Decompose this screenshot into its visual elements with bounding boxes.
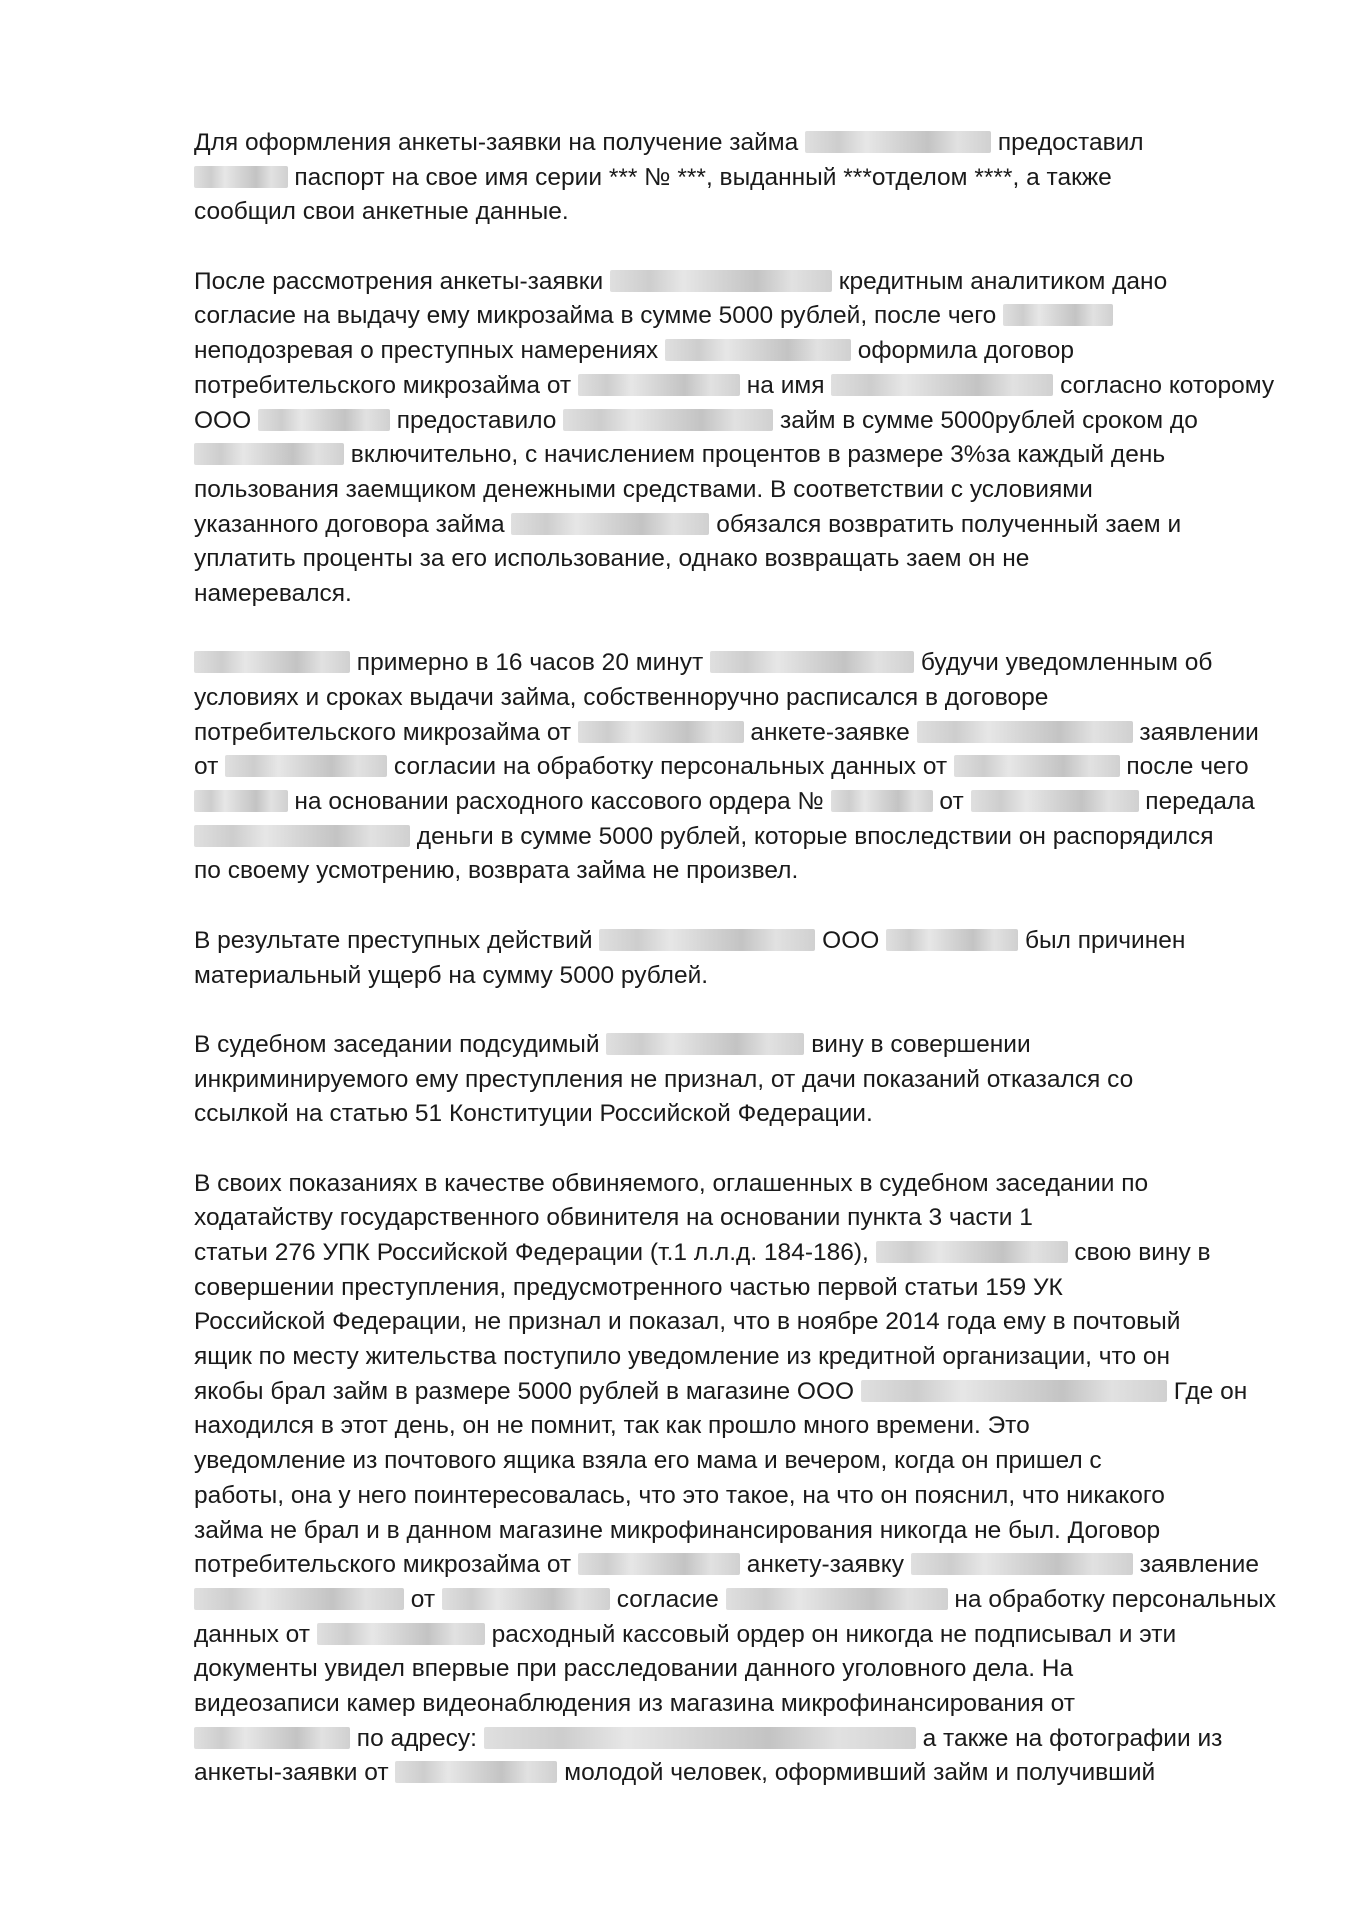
redacted-text xyxy=(511,513,709,535)
redacted-text xyxy=(563,409,773,431)
text-line xyxy=(194,1756,1274,1791)
text-line xyxy=(194,1652,1274,1687)
text-run: заявлении xyxy=(1132,718,1259,746)
text-run: Для оформления анкеты-заявки на получение займа xyxy=(194,129,806,156)
text-line xyxy=(194,1375,1274,1410)
redacted-text xyxy=(911,1553,1133,1575)
text-run: ходатайству государственного обвинителя на основании пункта 3 части 1 xyxy=(194,1204,1033,1232)
redacted-text xyxy=(665,339,851,361)
redacted-text xyxy=(194,1588,404,1610)
text-run: В судебном заседании подсудимый xyxy=(194,1030,607,1058)
redacted-text xyxy=(578,721,744,743)
redacted-text xyxy=(861,1380,1167,1402)
text-line xyxy=(194,1548,1274,1583)
redacted-text xyxy=(225,755,387,777)
text-run: В своих показаниях в качестве обвиняемого, оглашенных в судебном заседании по xyxy=(194,1169,1149,1197)
document-body xyxy=(194,126,1274,1826)
text-line xyxy=(194,195,1274,230)
text-run: анкету-заявку xyxy=(739,1551,911,1579)
text-run: документы увидел впервые при расследовании данного уголовного дела. На xyxy=(194,1655,1074,1683)
paragraph xyxy=(194,1028,1274,1132)
text-run: находился в этот день, он не помнит, так как прошло много времени. Это xyxy=(194,1412,1030,1440)
text-run: передала xyxy=(1138,788,1255,816)
text-line xyxy=(194,126,1274,161)
text-line xyxy=(194,1097,1274,1132)
text-line xyxy=(194,1514,1274,1549)
text-run: молодой человек, оформивший займ и получивший xyxy=(557,1759,1156,1787)
text-line xyxy=(194,924,1274,959)
text-line xyxy=(194,716,1274,751)
text-line xyxy=(194,1444,1274,1479)
text-line xyxy=(194,1479,1274,1514)
text-run: а также на фотографии из xyxy=(915,1724,1223,1752)
text-line xyxy=(194,508,1274,543)
redacted-text xyxy=(886,929,1018,951)
text-run: анкете-заявке xyxy=(743,718,917,746)
redacted-text xyxy=(578,1553,740,1575)
paragraph xyxy=(194,265,1274,612)
text-run: данных от xyxy=(194,1620,317,1648)
text-line xyxy=(194,1271,1274,1306)
text-line xyxy=(194,438,1274,473)
text-run: инкриминируемого ему преступления не признал, от дачи показаний отказался со xyxy=(194,1065,1134,1093)
text-run: на основании расходного кассового ордера № xyxy=(287,788,831,816)
redacted-text xyxy=(917,721,1133,743)
text-run: условиях и сроках выдачи займа, собственноручно расписался в договоре xyxy=(194,684,1049,711)
text-run: материальный ущерб на сумму 5000 рублей. xyxy=(194,961,709,989)
text-run: расходный кассовый ордер он никогда не подписывал и эти xyxy=(484,1620,1177,1648)
text-line xyxy=(194,820,1274,855)
text-line xyxy=(194,1340,1274,1375)
redacted-text xyxy=(194,1727,350,1749)
text-run: сообщил свои анкетные данные. xyxy=(194,198,569,226)
text-line xyxy=(194,1063,1274,1098)
text-run: В результате преступных действий xyxy=(194,926,600,954)
text-run: займ в сумме 5000рублей сроком до xyxy=(773,406,1198,434)
text-line xyxy=(194,1618,1274,1653)
paragraph xyxy=(194,646,1274,889)
text-run: После рассмотрения анкеты-заявки xyxy=(194,267,610,295)
text-run: паспорт на свое имя серии *** № ***, выданный ***отделом ****, а также xyxy=(287,163,1112,191)
paragraph xyxy=(194,1167,1274,1791)
text-run: предоставило xyxy=(389,406,564,434)
redacted-text xyxy=(971,790,1139,812)
text-run: видеозаписи камер видеонаблюдения из магазина микрофинансирования от xyxy=(194,1689,1075,1717)
text-line xyxy=(194,161,1274,196)
text-line xyxy=(194,785,1274,820)
text-line xyxy=(194,265,1274,300)
text-run: от xyxy=(932,788,971,816)
redacted-text xyxy=(805,131,991,153)
text-line xyxy=(194,646,1274,681)
text-run: на имя xyxy=(739,371,832,399)
text-line xyxy=(194,1167,1274,1202)
text-run: анкеты-заявки от xyxy=(194,1759,396,1787)
redacted-text xyxy=(610,270,832,292)
text-run: уплатить проценты за его использование, однако возвращать заем он не xyxy=(194,545,1030,573)
text-run: будучи уведомленным об xyxy=(914,649,1213,677)
redacted-text xyxy=(194,651,350,673)
text-run: согласно которому xyxy=(1053,371,1275,399)
text-run: предоставил xyxy=(991,129,1144,156)
redacted-text xyxy=(876,1241,1068,1263)
text-run: Где он xyxy=(1166,1377,1248,1405)
text-line xyxy=(194,681,1274,716)
text-run: обязался возвратить полученный заем и xyxy=(709,510,1182,538)
redacted-text xyxy=(954,755,1120,777)
text-line xyxy=(194,404,1274,439)
text-run: от xyxy=(404,1585,442,1613)
text-run: после чего xyxy=(1119,753,1249,781)
redacted-text xyxy=(710,651,914,673)
text-run: согласии на обработку персональных данных от xyxy=(387,753,954,781)
text-line xyxy=(194,369,1274,404)
redacted-text xyxy=(606,1033,804,1055)
text-line xyxy=(194,1687,1274,1722)
text-line xyxy=(194,577,1274,612)
text-line xyxy=(194,542,1274,577)
text-run: был причинен xyxy=(1018,926,1186,954)
text-run: от xyxy=(194,753,226,781)
text-line xyxy=(194,1028,1274,1063)
text-run: кредитным аналитиком дано xyxy=(831,267,1168,295)
redacted-text xyxy=(317,1623,485,1645)
text-run: потребительского микрозайма от xyxy=(194,1551,578,1579)
redacted-text xyxy=(258,409,390,431)
text-run: потребительского микрозайма от xyxy=(194,718,578,746)
text-run: якобы брал займ в размере 5000 рублей в магазине ООО xyxy=(194,1377,861,1405)
text-run: вину в совершении xyxy=(804,1030,1031,1058)
text-run: Российской Федерации, не признал и показал, что в ноябре 2014 года ему в почтовый xyxy=(194,1308,1181,1336)
text-run: работы, она у него поинтересовалась, что это такое, на что он пояснил, что никакого xyxy=(194,1481,1165,1509)
text-line xyxy=(194,1583,1274,1618)
redacted-text xyxy=(831,790,933,812)
paragraph xyxy=(194,924,1274,993)
redacted-text xyxy=(831,374,1053,396)
text-line xyxy=(194,959,1274,994)
text-run: ящик по месту жительства поступило уведомление из кредитной организации, что он xyxy=(194,1343,1171,1371)
text-run: указанного договора займа xyxy=(194,510,512,538)
redacted-text xyxy=(194,790,288,812)
text-run: ООО xyxy=(815,926,887,954)
text-line xyxy=(194,1201,1274,1236)
text-run: свою вину в xyxy=(1067,1239,1211,1266)
text-run: включительно, с начислением процентов в размере 3%за каждый день xyxy=(344,441,1166,469)
redacted-text xyxy=(194,825,410,847)
redacted-text xyxy=(599,929,815,951)
redacted-text xyxy=(578,374,740,396)
text-run: примерно в 16 часов 20 минут xyxy=(350,649,711,677)
text-line xyxy=(194,1409,1274,1444)
redacted-text xyxy=(442,1588,610,1610)
text-run: оформила договор xyxy=(850,337,1074,365)
text-run: потребительского микрозайма от xyxy=(194,371,578,399)
text-run: пользования заемщиком денежными средствами. В соответствии с условиями xyxy=(194,475,1093,503)
text-run: ссылкой на статью 51 Конституции Российской Федерации. xyxy=(194,1100,873,1128)
text-line xyxy=(194,854,1274,889)
text-run: на обработку персональных xyxy=(947,1585,1276,1613)
redacted-text xyxy=(194,166,288,188)
redacted-text xyxy=(194,443,344,465)
redacted-text xyxy=(726,1588,948,1610)
text-run: статьи 276 УПК Российской Федерации (т.1 л.л.д. 184-186), xyxy=(194,1239,876,1266)
text-line xyxy=(194,299,1274,334)
text-run: займа не брал и в данном магазине микрофинансирования никогда не был. Договор xyxy=(194,1516,1161,1544)
text-line xyxy=(194,473,1274,508)
paragraph xyxy=(194,126,1274,230)
text-run: заявление xyxy=(1132,1551,1259,1579)
text-run: ООО xyxy=(194,406,258,434)
text-run: по адресу: xyxy=(350,1724,484,1752)
text-line xyxy=(194,1305,1274,1340)
text-line xyxy=(194,1236,1274,1271)
redacted-text xyxy=(484,1727,916,1749)
text-run: намеревался. xyxy=(194,579,352,607)
text-run: согласие на выдачу ему микрозайма в сумме 5000 рублей, после чего xyxy=(194,302,1004,330)
text-run: согласие xyxy=(609,1585,726,1613)
text-run: уведомление из почтового ящика взяла его мама и вечером, когда он пришел с xyxy=(194,1447,1102,1475)
text-run: неподозревая о преступных намерениях xyxy=(194,337,665,365)
text-line xyxy=(194,1722,1274,1757)
text-run: совершении преступления, предусмотренного частью первой статьи 159 УК xyxy=(194,1273,1063,1301)
text-line xyxy=(194,334,1274,369)
text-run: по своему усмотрению, возврата займа не произвел. xyxy=(194,857,799,885)
text-run: деньги в сумме 5000 рублей, которые впоследствии он распорядился xyxy=(410,822,1214,850)
redacted-text xyxy=(395,1761,557,1783)
redacted-text xyxy=(1003,304,1113,326)
text-line xyxy=(194,750,1274,785)
